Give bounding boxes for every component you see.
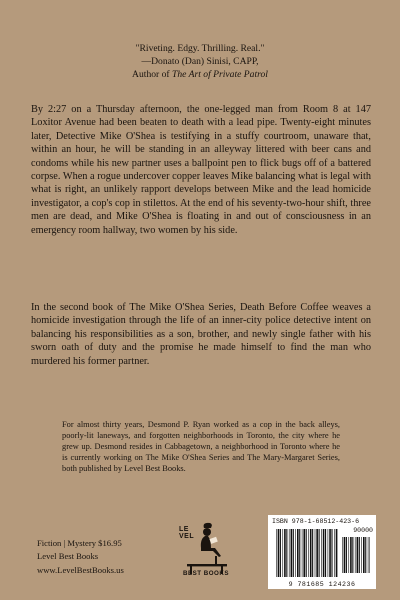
synopsis-paragraph-1: By 2:27 on a Thursday afternoon, the one-legged man from Room 8 at 147 Loxitor Avenue had been beaten to death with a lead pipe. Twenty-eight minutes later, Detective Mike O'Shea is testifying in a stuffy courtroom, unaware that, within an hour, he will be standing in an alleyway littered with beer cans and condoms while his new partner uses a ballpoint pen to flick bugs off of a battered corpse. When a rogue undercover copper leaves Mike balancing what is legal with what is right, an unlikely rapport develops between Mike and the lead homicide investigator, a cop's cop in stilettos. At the end of his seventy-two-hour shift, three men are dead, and Mike O'Shea is floating in and out of consciousness in an emergency room hallway, two women by his side. (31, 104, 371, 236)
genre-price: Fiction | Mystery $16.95 (37, 538, 122, 548)
synopsis-paragraph-2: In the second book of The Mike O'Shea Series, Death Before Coffee weaves a homicide investigation through the life of an inner-city police detective intent on balancing his responsibilities as a son, brother, and newly single father with his sworn oath of duty and the promise he made himself to find the man who murdered his former partner. (31, 302, 371, 367)
quote-text: "Riveting. Edgy. Thrilling. Real." (135, 43, 265, 54)
ean-number: 9 781685 124236 (288, 581, 356, 588)
isbn-text: ISBN 978-1-68512-423-6 (272, 518, 360, 525)
price-code: 90000 (353, 527, 373, 534)
logo-level-text: LE VEL (179, 526, 195, 540)
quote-attribution: —Donato (Dan) Sinisi, CAPP, (141, 56, 259, 67)
logo-best-books-text: BEST BOOKS (183, 570, 229, 577)
quote-author-credit (0, 68, 400, 81)
quote-author-book: The Art of Private Patrol (172, 69, 268, 80)
publisher-logo (181, 520, 231, 582)
publisher-website: www.LevelBestBooks.us (37, 564, 124, 575)
back-cover-footer (37, 537, 124, 577)
price-barcode-bars-icon (342, 537, 370, 573)
author-bio: For almost thirty years, Desmond P. Ryan worked as a cop in the back alleys, poorly-lit laneways, and forgotten neighborhoods in Toronto, the city where he grew up. Desmond resides in Cabbagetown, a neighborhood in Toronto where he is currently working on The Mike O'Shea Series and The Mary-Margaret Series, both published by Level Best Books. (62, 420, 340, 473)
endorsement-quote (0, 42, 400, 81)
barcode (268, 515, 376, 589)
barcode-bars-icon (276, 529, 338, 577)
quote-author-prefix: Author of (132, 69, 173, 80)
publisher-name: Level Best Books (37, 551, 99, 562)
